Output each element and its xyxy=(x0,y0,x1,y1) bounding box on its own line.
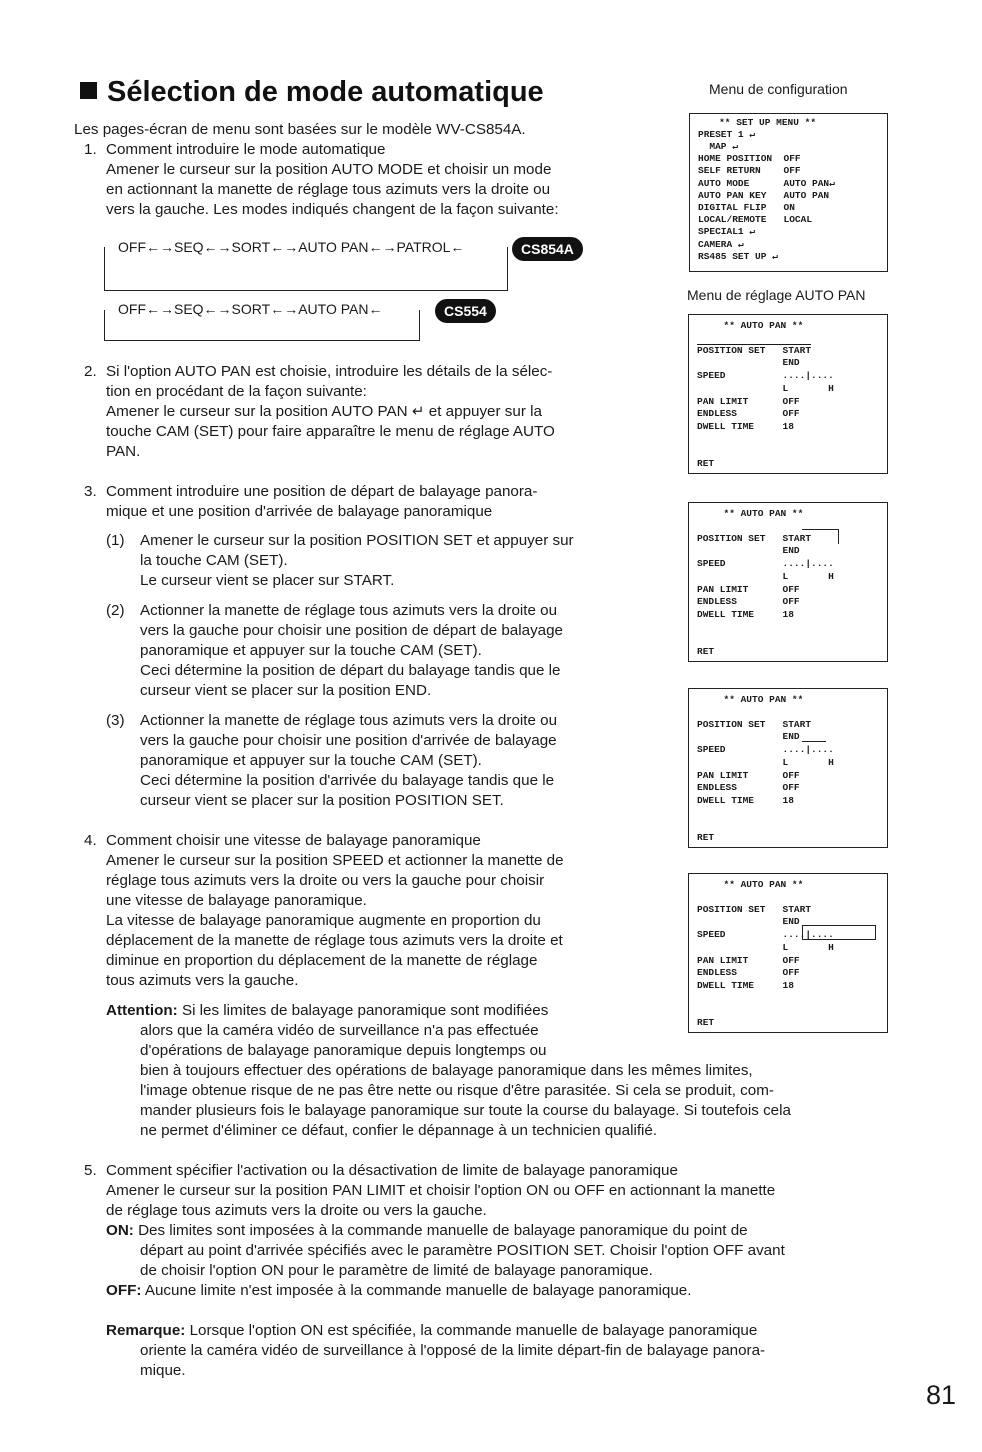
step-3-line: vers la gauche pour choisir une position d'arrivée de balayage xyxy=(140,732,557,749)
attention-first-text: Si les limites de balayage panoramique sont modifiées xyxy=(181,1002,549,1019)
setup-menu-row: CAMERA ↵ xyxy=(698,239,744,250)
step-3-number: (3) xyxy=(106,712,125,729)
remarque-line: mique. xyxy=(140,1362,186,1379)
section-4-line: Comment choisir une vitesse de balayage panoramique xyxy=(106,832,481,849)
step-2-number: (2) xyxy=(106,602,125,619)
step-1-line: Le curseur vient se placer sur START. xyxy=(140,572,395,589)
step-3-line: curseur vient se placer sur la position POSITION SET. xyxy=(140,792,504,809)
attention-line: alors que la caméra vidéo de surveillance n'a pas effectuée xyxy=(140,1022,539,1039)
autopan-menu-caption: Menu de réglage AUTO PAN xyxy=(687,287,866,303)
autopan-row: L H xyxy=(697,571,834,582)
section-4-line: La vitesse de balayage panoramique augmente en proportion du xyxy=(106,912,541,929)
step-3-body xyxy=(140,711,647,811)
autopan-menu-screen xyxy=(688,314,888,474)
remarque-label: Remarque: xyxy=(106,1322,186,1339)
section-2-line: Amener le curseur sur la position AUTO PAN ↵ et appuyer sur la xyxy=(106,403,542,420)
remarque-first-line xyxy=(106,1321,902,1341)
autopan-row: POSITION SET START xyxy=(697,533,812,544)
on-block xyxy=(140,1241,902,1281)
on-first-line xyxy=(106,1221,902,1241)
attention-line: d'opérations de balayage panoramique depuis longtemps ou xyxy=(140,1042,547,1059)
section-3-line: Comment introduire une position de départ de balayage panora- xyxy=(106,483,538,500)
autopan-row: RET xyxy=(697,1017,715,1028)
autopan-row: END xyxy=(697,357,800,368)
off-label: OFF: xyxy=(106,1282,142,1299)
autopan-row: ** AUTO PAN ** xyxy=(695,879,804,890)
step-2-line: Actionner la manette de réglage tous azimuts vers la droite ou xyxy=(140,602,558,619)
section-4-line: réglage tous azimuts vers la droite ou vers la gauche pour choisir xyxy=(106,872,545,889)
setup-menu-row: PRESET 1 ↵ xyxy=(698,129,756,140)
setup-menu-row: SELF RETURN OFF xyxy=(698,165,801,176)
section-1-line: vers la gauche. Les modes indiqués changent de la façon suivante: xyxy=(106,201,559,218)
section-5-body xyxy=(106,1161,902,1221)
autopan-row: PAN LIMIT OFF xyxy=(697,955,800,966)
cursor-start-marker xyxy=(802,529,839,544)
autopan-row: SPEED ....|.... xyxy=(697,744,834,755)
setup-menu-row: SPECIAL1 ↵ xyxy=(698,226,756,237)
section-title-text: Sélection de mode automatique xyxy=(107,76,544,108)
autopan-row: POSITION SET START xyxy=(697,345,812,356)
section-2-line: PAN. xyxy=(106,443,141,460)
autopan-row: END xyxy=(697,545,800,556)
attention-block-narrow xyxy=(140,1021,647,1061)
setup-menu-row: LOCAL/REMOTE LOCAL xyxy=(698,214,813,225)
attention-block-wide xyxy=(140,1061,902,1141)
section-3-number: 3. xyxy=(84,483,97,500)
on-label: ON: xyxy=(106,1222,134,1239)
section-2-line: Si l'option AUTO PAN est choisie, introduire les détails de la sélec- xyxy=(106,363,553,380)
autopan-row: L H xyxy=(697,757,834,768)
step-1-number: (1) xyxy=(106,532,125,549)
off-line xyxy=(106,1281,902,1301)
step-3-line: Ceci détermine la position d'arrivée du balayage tandis que le xyxy=(140,772,555,789)
setup-menu-row: MAP ↵ xyxy=(698,141,738,152)
autopan-menu-screen xyxy=(688,502,888,662)
autopan-row: DWELL TIME 18 xyxy=(697,980,794,991)
section-1-line: Amener le curseur sur la position AUTO MODE et choisir un mode xyxy=(106,161,552,178)
autopan-row: SPEED ....|.... xyxy=(697,558,834,569)
step-2-line: panoramique et appuyer sur la touche CAM (SET). xyxy=(140,642,482,659)
step-2-line: Ceci détermine la position de départ du balayage tandis que le xyxy=(140,662,561,679)
attention-line: bien à toujours effectuer des opérations de balayage panoramique dans les mêmes limites, xyxy=(140,1062,753,1079)
autopan-row: ENDLESS OFF xyxy=(697,408,800,419)
autopan-row: ENDLESS OFF xyxy=(697,967,800,978)
setup-menu-row: AUTO PAN KEY AUTO PAN xyxy=(698,190,830,201)
section-3-intro xyxy=(106,482,647,522)
autopan-row: L H xyxy=(697,942,834,953)
section-2-body xyxy=(106,362,647,462)
setup-menu-row: HOME POSITION OFF xyxy=(698,153,801,164)
attention-line: mander plusieurs fois le balayage panoramique sur toute la course du balayage. Si toutefois cela xyxy=(140,1102,791,1119)
autopan-row: ** AUTO PAN ** xyxy=(695,694,804,705)
autopan-row: PAN LIMIT OFF xyxy=(697,584,800,595)
attention-line: l'image obtenue risque de ne pas être nette ou risque d'être parasitée. Si cela se produit, com- xyxy=(140,1082,774,1099)
badge-cs854a: CS854A xyxy=(512,237,583,261)
step-3-line: Actionner la manette de réglage tous azimuts vers la droite ou xyxy=(140,712,558,729)
section-5-line: Amener le curseur sur la position PAN LIMIT et choisir l'option ON ou OFF en actionnant la manette xyxy=(106,1182,776,1199)
autopan-row: ENDLESS OFF xyxy=(697,596,800,607)
autopan-row: DWELL TIME 18 xyxy=(697,421,794,432)
on-first-text: Des limites sont imposées à la commande manuelle de balayage panoramique du point de xyxy=(138,1222,748,1239)
badge-cs554: CS554 xyxy=(435,299,496,323)
autopan-row: PAN LIMIT OFF xyxy=(697,770,800,781)
autopan-menu-screen xyxy=(688,873,888,1033)
autopan-row: SPEED ....|.... xyxy=(697,929,834,940)
intro-paragraph: Les pages-écran de menu sont basées sur le modèle WV-CS854A. xyxy=(74,121,526,138)
section-1-number: 1. xyxy=(84,141,97,158)
section-4-line: déplacement de la manette de réglage tous azimuts vers la droite et xyxy=(106,932,563,949)
section-2-line: touche CAM (SET) pour faire apparaître le menu de réglage AUTO xyxy=(106,423,555,440)
attention-line: ne permet d'éliminer ce défaut, confier le dépannage à un technicien qualifié. xyxy=(140,1122,658,1139)
autopan-row: PAN LIMIT OFF xyxy=(697,396,800,407)
remarque-block xyxy=(140,1341,902,1381)
section-5-line: Comment spécifier l'activation ou la désactivation de limite de balayage panoramique xyxy=(106,1162,678,1179)
section-4-line: une vitesse de balayage panoramique. xyxy=(106,892,367,909)
section-5-number: 5. xyxy=(84,1162,97,1179)
attention-label: Attention: xyxy=(106,1002,178,1019)
flow-cs854a: OFF←→SEQ←→SORT←→AUTO PAN←→PATROL← xyxy=(118,239,465,255)
section-4-line: Amener le curseur sur la position SPEED et actionner la manette de xyxy=(106,852,564,869)
page-number: 81 xyxy=(925,1380,956,1410)
off-text: Aucune limite n'est imposée à la commande manuelle de balayage panoramique. xyxy=(144,1282,692,1299)
autopan-row: RET xyxy=(697,646,715,657)
section-1-heading: Comment introduire le mode automatique xyxy=(106,141,386,158)
section-4-line: tous azimuts vers la gauche. xyxy=(106,972,299,989)
step-1-line: la touche CAM (SET). xyxy=(140,552,288,569)
autopan-row: ** AUTO PAN ** xyxy=(695,320,804,331)
remarque-first-text: Lorsque l'option ON est spécifiée, la commande manuelle de balayage panoramique xyxy=(189,1322,758,1339)
section-4-body xyxy=(106,831,647,991)
step-1-body xyxy=(140,531,647,591)
section-1-line: en actionnant la manette de réglage tous azimuts vers la droite ou xyxy=(106,181,551,198)
bullet-square-icon xyxy=(80,82,97,99)
step-2-line: vers la gauche pour choisir une position de départ de balayage xyxy=(140,622,564,639)
setup-menu-row: AUTO MODE AUTO PAN↵ xyxy=(698,178,835,189)
step-1-line: Amener le curseur sur la position POSITION SET et appuyer sur xyxy=(140,532,574,549)
section-2-number: 2. xyxy=(84,363,97,380)
section-4-line: diminue en proportion du déplacement de la manette de réglage xyxy=(106,952,538,969)
step-2-line: curseur vient se placer sur la position END. xyxy=(140,682,432,699)
autopan-row: DWELL TIME 18 xyxy=(697,795,794,806)
autopan-row: END xyxy=(697,731,800,742)
autopan-row: POSITION SET START xyxy=(697,904,812,915)
autopan-row: POSITION SET START xyxy=(697,719,812,730)
cursor-end-marker xyxy=(802,727,826,742)
remarque-line: oriente la caméra vidéo de surveillance à l'opposé de la limite départ-fin de balayage panora- xyxy=(140,1342,766,1359)
setup-menu-row: ** SET UP MENU ** xyxy=(702,117,817,128)
section-1-body xyxy=(106,160,647,220)
section-title xyxy=(80,76,544,109)
step-2-body xyxy=(140,601,647,701)
autopan-row: RET xyxy=(697,832,715,843)
autopan-row: ** AUTO PAN ** xyxy=(695,508,804,519)
cursor-speed-marker xyxy=(802,925,876,940)
attention-first-line xyxy=(106,1001,647,1021)
autopan-row: ENDLESS OFF xyxy=(697,782,800,793)
section-4-number: 4. xyxy=(84,832,97,849)
autopan-row: END xyxy=(697,916,800,927)
autopan-menu-screen xyxy=(688,688,888,848)
step-3-line: panoramique et appuyer sur la touche CAM (SET). xyxy=(140,752,482,769)
autopan-row: L H xyxy=(697,383,834,394)
setup-menu-caption: Menu de configuration xyxy=(709,81,848,97)
section-5-line: de réglage tous azimuts vers la droite ou vers la gauche. xyxy=(106,1202,487,1219)
on-line: de choisir l'option ON pour le paramètre de limité de balayage panoramique. xyxy=(140,1262,653,1279)
autopan-row: RET xyxy=(697,458,715,469)
setup-menu-screen xyxy=(689,113,888,272)
on-line: départ au point d'arrivée spécifiés avec le paramètre POSITION SET. Choisir l'option OFF avant xyxy=(140,1242,785,1259)
flow-cs554: OFF←→SEQ←→SORT←→AUTO PAN← xyxy=(118,301,383,317)
section-3-line: mique et une position d'arrivée de balayage panoramique xyxy=(106,503,493,520)
section-2-line: tion en procédant de la façon suivante: xyxy=(106,383,367,400)
autopan-row: DWELL TIME 18 xyxy=(697,609,794,620)
setup-menu-row: DIGITAL FLIP ON xyxy=(698,202,795,213)
setup-menu-row: RS485 SET UP ↵ xyxy=(698,251,778,262)
autopan-row: SPEED ....|.... xyxy=(697,370,834,381)
